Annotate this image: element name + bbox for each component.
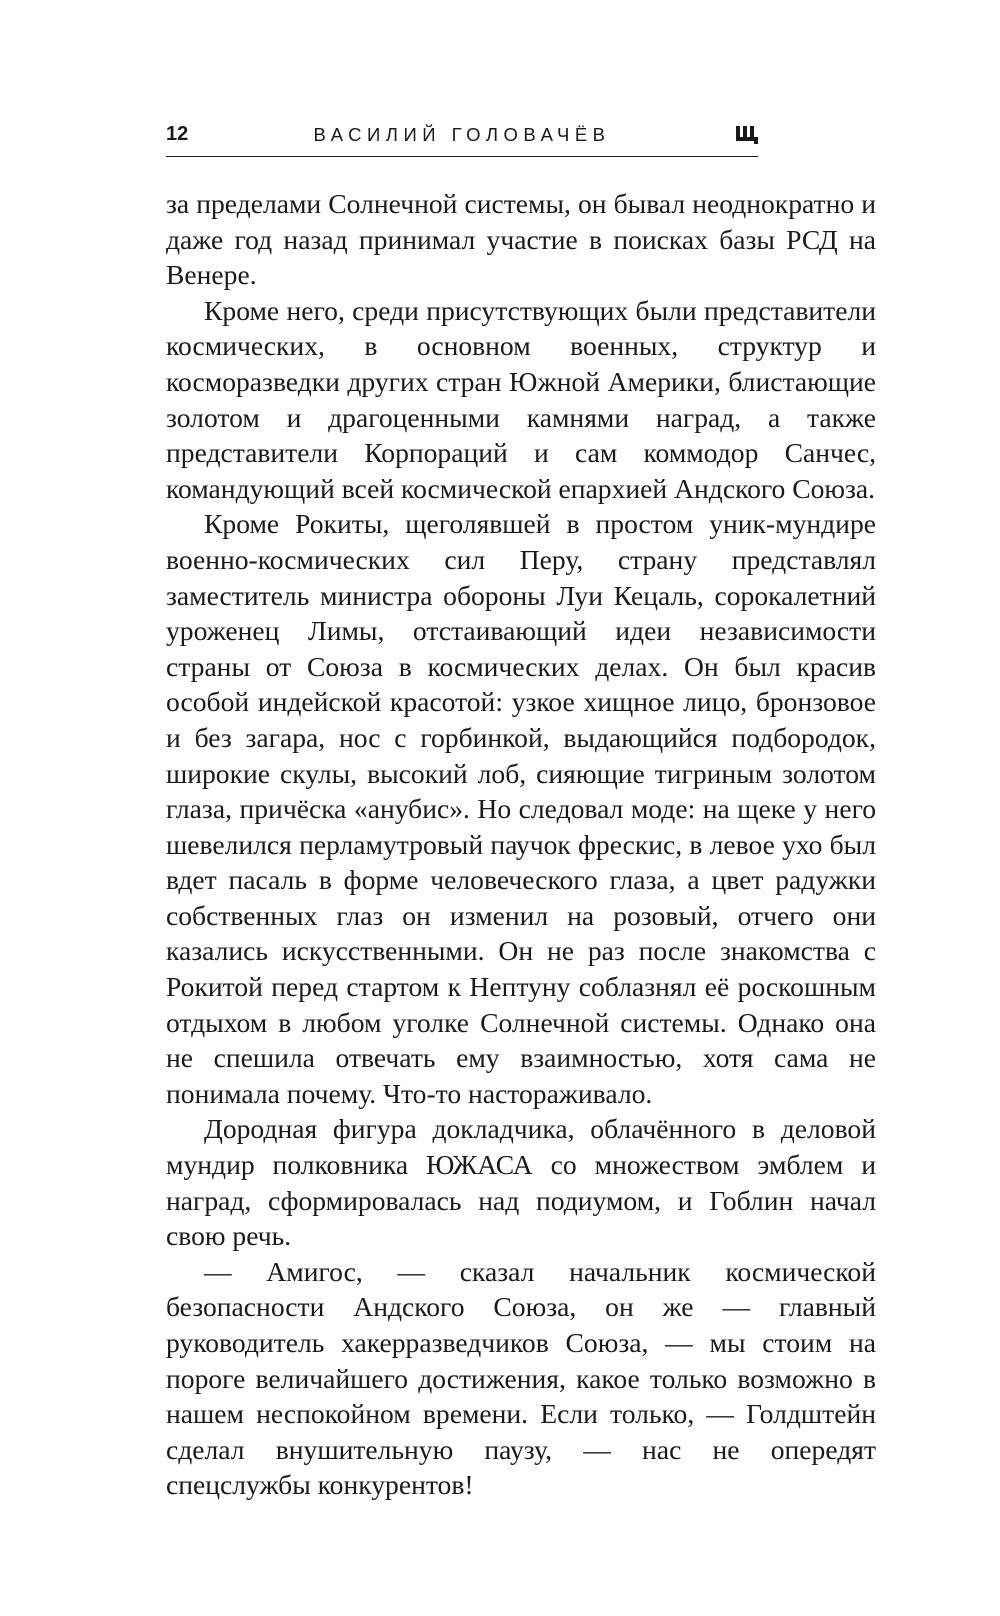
author-name: ВАСИЛИЙ ГОЛОВАЧЁВ: [313, 124, 611, 145]
paragraph: Кроме него, среди присутствующих были представители космических, в основном военных, структур и косморазведки других стран Южной Америки, блистающие золотом и драгоценными камнями наград, а также представители Корпораций и сам коммодор Санчес, командующий всей космической епархией Андского Союза.: [166, 294, 876, 504]
page-number: 12: [166, 123, 189, 145]
publisher-logo-icon: [736, 124, 758, 146]
paragraph: Дородная фигура докладчика, облачённого в деловой мундир полковника ЮЖАСА со множеством эмблем и наград, сформировалась над подиумом, и Гоблин начал свою речь.: [166, 1113, 876, 1252]
paragraph: за пределами Солнечной системы, он бывал неоднократно и даже год назад принимал участие в поисках базы РСД на Венере.: [166, 188, 876, 291]
paragraph: Кроме Рокиты, щеголявшей в простом уник-мундире военно-космических сил Перу, страну представлял заместитель министра обороны Луи Кецаль, сорокалетний уроженец Лимы, отстаивающий идеи независимости страны от Союза в космических делах. Он был красив особой индейской красотой: узкое хищное лицо, бронзовое и без загара, нос с горбинкой, выдающийся подбородок, широкие скулы, высокий лоб, сияющие тигриным золотом глаза, причёска «анубис». Но следовал моде: на щеке у него шевелился перламутровый паучок фрескис, в левое ухо был вдет пасаль в форме человеческого глаза, а цвет радужки собственных глаз он изменил на розовый, отчего они казались искусственными. Он не раз после знакомства с Рокитой перед стартом к Нептуну соблазнял её роскошным отдыхом в любом уголке Солнечной системы. Однако она не спешила отвечать ему взаимностью, хотя сама не понимала почему. Что-то настораживало.: [166, 508, 876, 1109]
paragraph: — Амигос, — сказал начальник космической безопасности Андского Союза, он же — главный руководитель хакерразведчиков Союза, — мы стоим на пороге величайшего достижения, какое только возможно в нашем неспокойном времени. Если только, — Голдштейн сделал внушительную паузу, — нас не опередят спецслужбы конкурентов!: [166, 1255, 876, 1501]
body-text: [166, 186, 876, 1503]
running-head: [166, 118, 758, 157]
